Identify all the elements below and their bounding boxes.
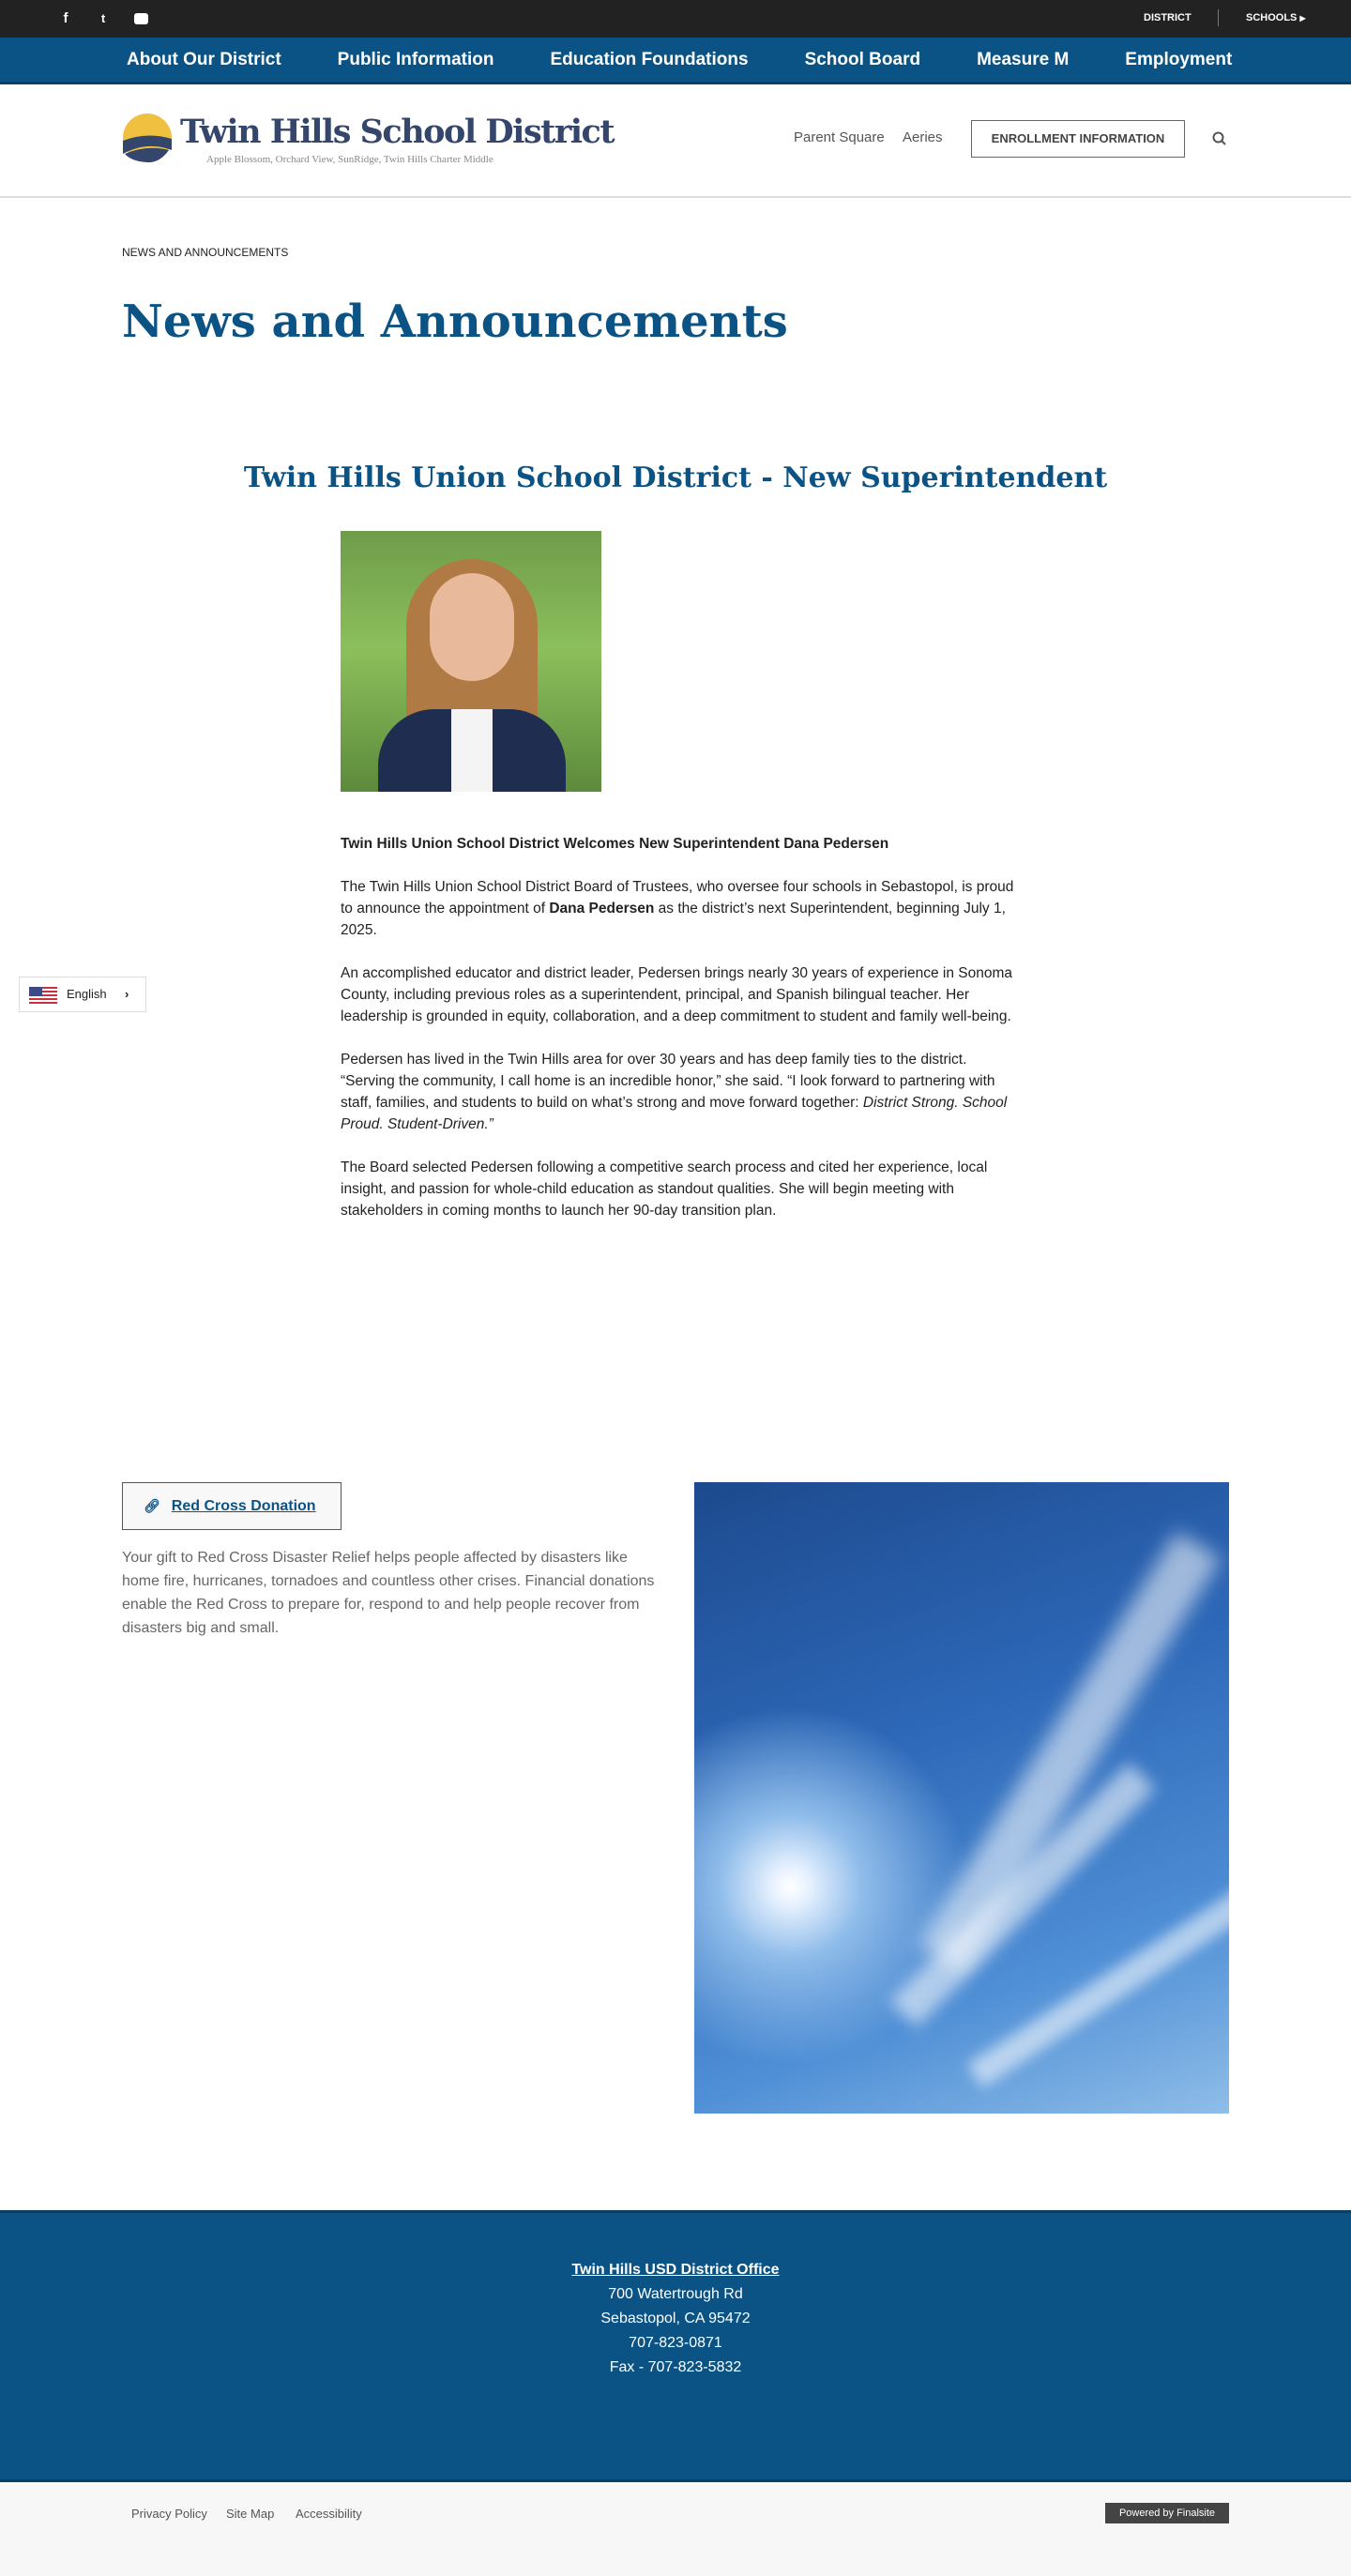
nav-measure-m[interactable]: Measure M (977, 50, 1070, 69)
article-paragraph: An accomplished educator and district leader, Pedersen brings nearly 30 years of experience in Sonoma County, including previous roles as a superintendent, principal, and Spanish bilingual teacher. Her leadership is grounded in equity, collaboration, and a deep commitment to student and family well-being. (341, 965, 1012, 1024)
logo[interactable] (122, 113, 615, 169)
caret-right-icon: ▶ (1299, 14, 1306, 23)
nav-education-foundations[interactable]: Education Foundations (550, 50, 749, 69)
us-flag-icon (29, 987, 57, 1006)
search-icon[interactable] (1212, 131, 1227, 146)
superintendent-photo (341, 531, 601, 792)
sub-footer (0, 2482, 1351, 2576)
powered-by-finalsite-badge[interactable]: Powered by Finalsite (1105, 2503, 1229, 2523)
article-paragraph: The Board selected Pedersen following a competitive search process and cited her experience, local insight, and passion for whole-child education as standout qualities. She will begin meeting with stakeholders in coming months to launch her 90-day transition plan. (341, 1159, 988, 1219)
logo-mark-icon (122, 113, 173, 163)
text: as the district’s next Superintendent, beginning July 1, 2025. (341, 901, 1006, 938)
logo-title: Twin Hills School District (180, 113, 615, 151)
accessibility-link[interactable]: Accessibility (296, 2507, 362, 2521)
facebook-icon[interactable]: f (63, 10, 68, 26)
article-paragraph (341, 876, 1016, 941)
site-map-link[interactable]: Site Map (226, 2507, 275, 2521)
article-heading: Twin Hills Union School District Welcomes New Superintendent Dana Pedersen (341, 836, 889, 852)
text: The Twin Hills Union School District Board of Trustees, who oversee four schools in Sebastopol, is proud to announce the appointment of (341, 879, 1014, 917)
nav-about[interactable]: About Our District (127, 50, 281, 69)
parent-square-link[interactable]: Parent Square (794, 129, 885, 145)
privacy-policy-link[interactable]: Privacy Policy (131, 2507, 207, 2521)
footer-fax: Fax - 707-823-5832 (609, 2359, 742, 2375)
nav-employment[interactable]: Employment (1125, 50, 1233, 69)
district-office-link[interactable]: Twin Hills USD District Office (571, 2262, 780, 2278)
nav-public-information[interactable]: Public Information (337, 50, 494, 69)
motto: District Strong. School Proud. Student-Driven.” (341, 1095, 1008, 1132)
red-cross-description: Your gift to Red Cross Disaster Relief helps people affected by disasters like home fire, hurricanes, tornadoes and countless other crises. Financial donations enable the Red Cross to prepare for, respond to and help people recover from disasters big and small. (122, 1550, 655, 1636)
language-label: English (67, 987, 107, 1001)
link-icon: 🔗︎ (144, 1498, 160, 1513)
article-paragraph (341, 1049, 1016, 1135)
twitter-icon[interactable]: t (100, 11, 106, 25)
aeries-link[interactable]: Aeries (903, 129, 943, 145)
utility-bar (0, 0, 1351, 38)
divider (1218, 9, 1219, 26)
schools-dropdown[interactable] (1246, 12, 1306, 23)
district-link[interactable]: DISTRICT (1144, 12, 1192, 23)
main-nav (0, 38, 1351, 84)
footer (0, 2210, 1351, 2482)
page-title: News and Announcements (122, 295, 788, 348)
text: Pedersen has lived in the Twin Hills area for over 30 years and has deep family ties to the district. “Serving the community, I call home is an incredible honor,” she said. “I look forward to partnering with staff, families, and students to build on what’s strong and move forward together: (341, 1052, 995, 1111)
footer-address-line2: Sebastopol, CA 95472 (600, 2311, 751, 2326)
chevron-right-icon: › (125, 987, 129, 1001)
logo-subtitle: Apple Blossom, Orchard View, SunRidge, Twin Hills Charter Middle (206, 154, 493, 165)
sky-contrails-image (694, 1482, 1229, 2114)
language-selector[interactable] (19, 977, 146, 1012)
schools-label: SCHOOLS (1246, 12, 1298, 23)
footer-address-line1: 700 Watertrough Rd (608, 2286, 743, 2302)
red-cross-donation-button[interactable] (122, 1482, 342, 1530)
footer-phone: 707-823-0871 (629, 2335, 722, 2351)
superintendent-name: Dana Pedersen (549, 901, 655, 917)
article-title: Twin Hills Union School District - New Superintendent (243, 462, 1108, 494)
breadcrumb[interactable]: NEWS AND ANNOUNCEMENTS (122, 246, 289, 259)
nav-school-board[interactable]: School Board (804, 50, 921, 69)
article-body (341, 833, 1016, 1243)
youtube-icon[interactable] (131, 9, 150, 28)
enrollment-information-button[interactable]: ENROLLMENT INFORMATION (971, 120, 1185, 158)
red-cross-label: Red Cross Donation (171, 1498, 316, 1514)
